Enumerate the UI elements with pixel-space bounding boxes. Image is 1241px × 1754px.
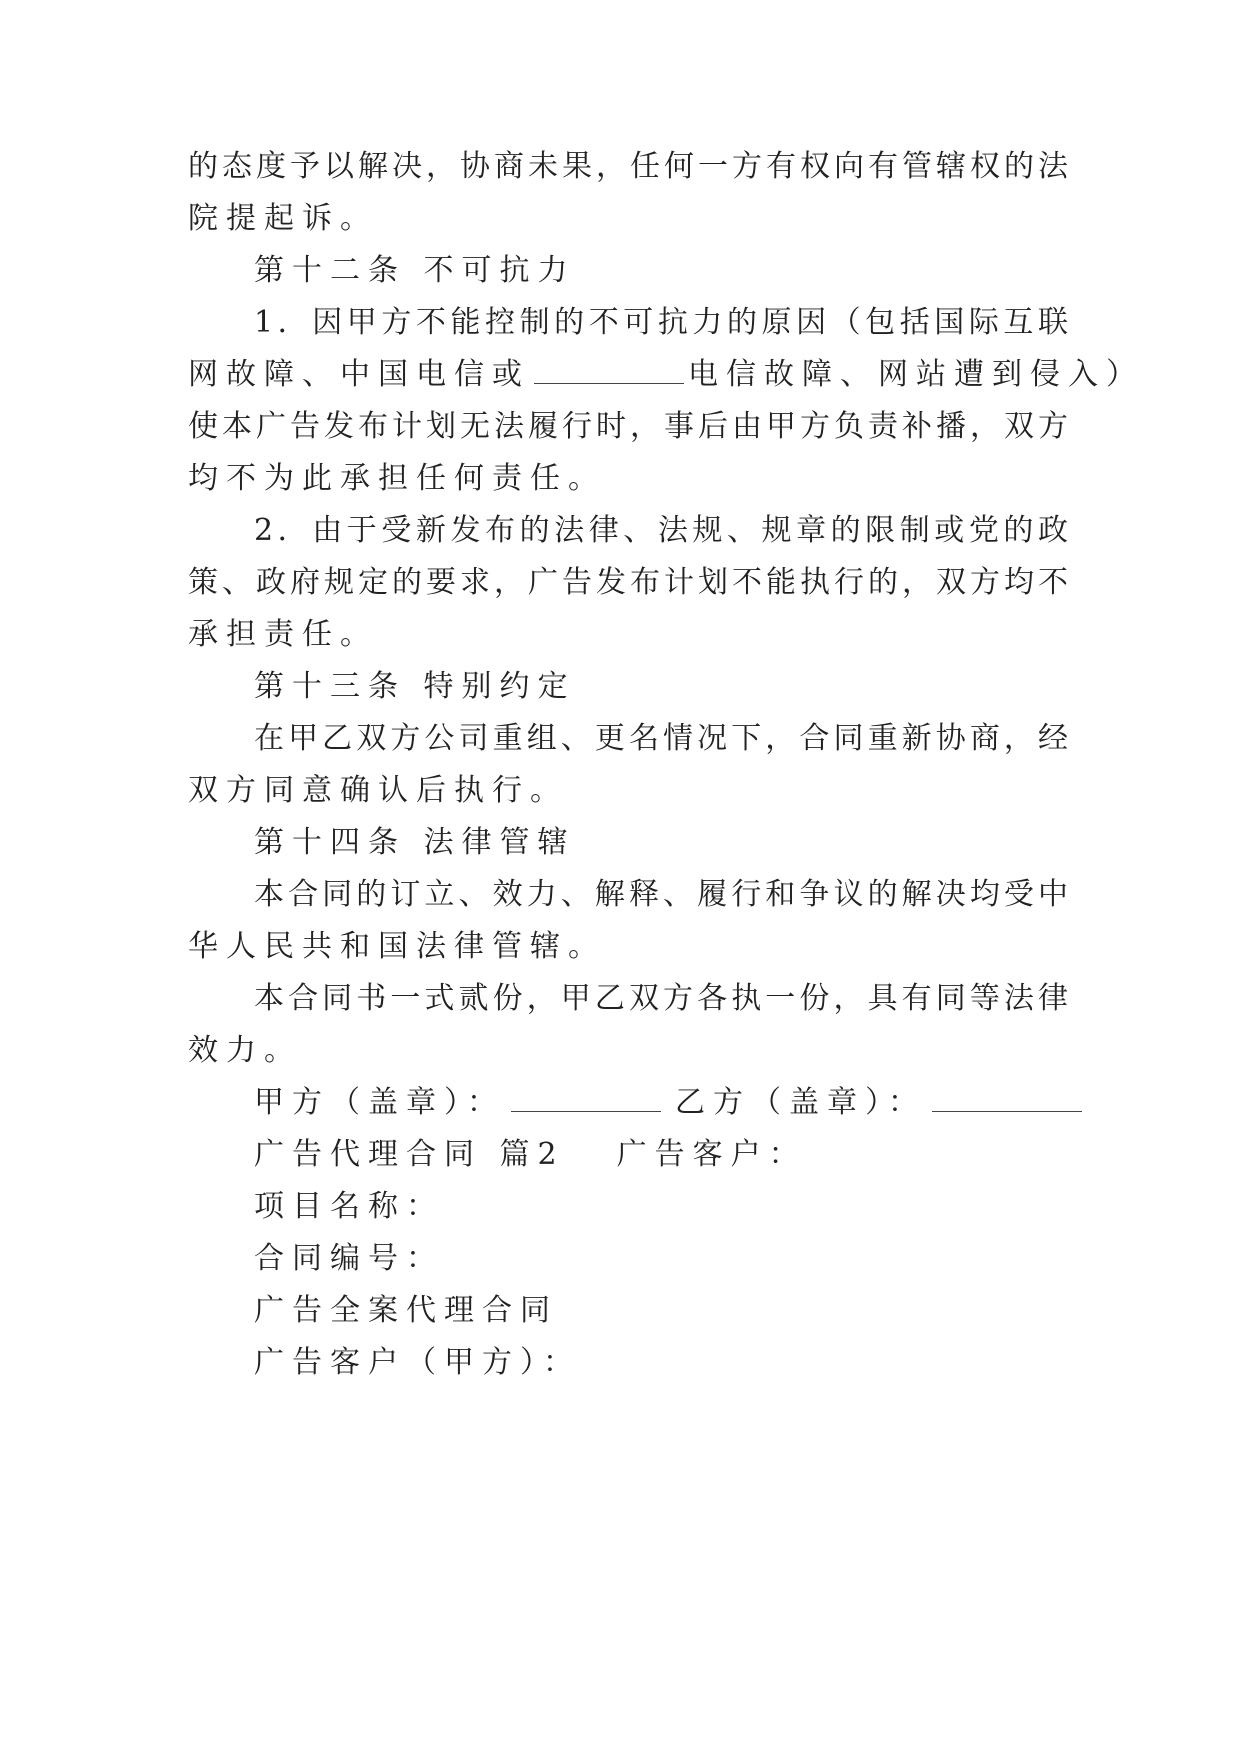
paragraph-line: 2．由于受新发布的法律、法规、规章的限制或党的政: [254, 513, 1068, 548]
article-12-heading: 第十二条 不可抗力: [254, 253, 576, 288]
paragraph-line: 华人民共和国法律管辖。: [188, 929, 606, 964]
paragraph-line: 的态度予以解决，协商未果，任何一方有权向有管辖权的法: [188, 149, 1068, 184]
party-a-seal-blank: [511, 1077, 661, 1112]
contract-section-line: [254, 1127, 1068, 1183]
party-a-client-label: 广告客户（甲方）：: [254, 1345, 581, 1380]
paragraph-line: 使本广告发布计划无法履行时，事后由甲方负责补播，双方: [188, 409, 1068, 444]
fill-in-blank: [534, 349, 684, 384]
paragraph-line: 本合同的订立、效力、解释、履行和争议的解决均受中: [254, 877, 1068, 912]
paragraph-line: [188, 347, 1144, 403]
text-segment: 网故障、中国电信或: [188, 357, 530, 392]
contract-number-label: 合同编号：: [254, 1241, 444, 1276]
article-13-heading: 第十三条 特别约定: [254, 669, 576, 704]
paragraph-line: 本合同书一式贰份，甲乙双方各执一份，具有同等法律: [254, 981, 1068, 1016]
paragraph-line: 效力。: [188, 1033, 302, 1068]
paragraph-line: 策、政府规定的要求，广告发布计划不能执行的，双方均不: [188, 565, 1068, 600]
text-segment: 电信故障、网站遭到侵入）: [688, 357, 1144, 392]
paragraph-line: 院提起诉。: [188, 201, 378, 236]
ad-client-label: 广告客户：: [616, 1137, 807, 1172]
party-a-seal-label: 甲方（盖章）：: [254, 1085, 505, 1120]
paragraph-line: 双方同意确认后执行。: [188, 773, 568, 808]
paragraph-line: 均不为此承担任何责任。: [188, 461, 606, 496]
party-b-seal-blank: [932, 1077, 1082, 1112]
contract-heading: 广告全案代理合同: [254, 1293, 558, 1328]
paragraph-line: 1．因甲方不能控制的不可抗力的原因（包括国际互联: [254, 305, 1068, 340]
contract-title-part2: 广告代理合同 篇2: [254, 1137, 565, 1172]
signature-line: [254, 1075, 1068, 1131]
article-14-heading: 第十四条 法律管辖: [254, 825, 576, 860]
project-name-label: 项目名称：: [254, 1189, 444, 1224]
paragraph-line: 承担责任。: [188, 617, 378, 652]
paragraph-line: 在甲乙双方公司重组、更名情况下，合同重新协商，经: [254, 721, 1068, 756]
party-b-seal-label: 乙方（盖章）：: [675, 1085, 926, 1120]
